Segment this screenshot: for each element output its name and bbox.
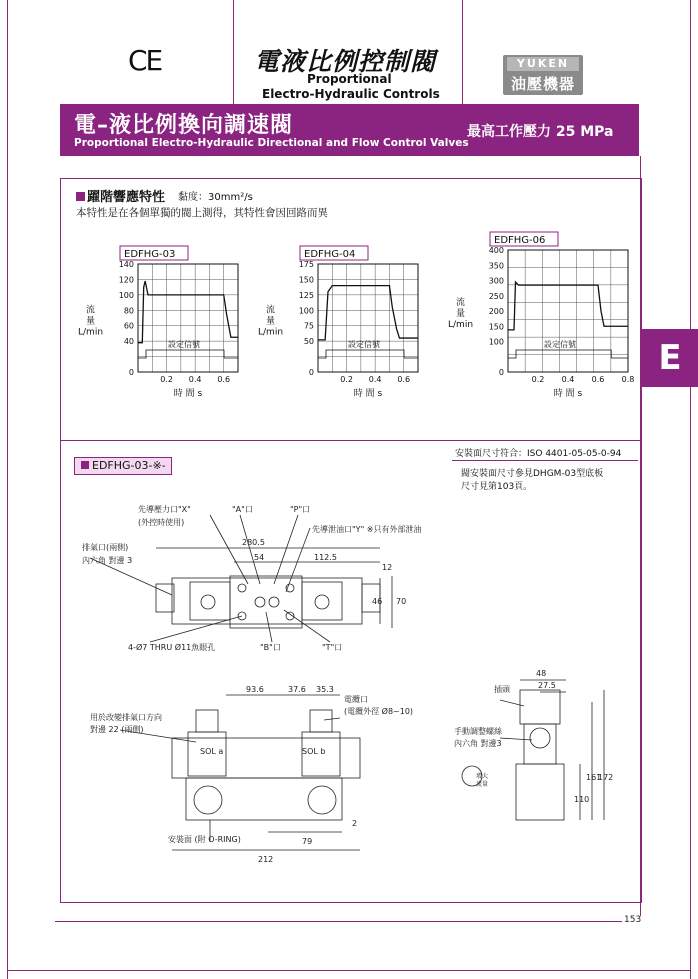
subplate-note-line-2: 尺寸見第103頁。 xyxy=(461,482,533,492)
y-tick-label: 150 xyxy=(488,322,504,332)
label-hex-socket-3: 內六角 對邊3 xyxy=(454,739,502,748)
frame-right-line xyxy=(690,0,691,979)
step-response-charts xyxy=(60,230,640,415)
subplate-note-line-1: 閥安裝面尺寸參見DHGM-03型底板 xyxy=(461,469,604,479)
header-title-en-2: Electro-Hydraulic Controls xyxy=(262,87,440,101)
y-tick-label: 40 xyxy=(123,337,134,347)
side-view-screw xyxy=(530,728,550,748)
port-b-circle xyxy=(269,597,279,607)
label-sol-b: SOL b xyxy=(302,747,326,756)
leader-port-t xyxy=(284,610,330,642)
front-view-plug-a xyxy=(196,710,218,732)
header-divider-right xyxy=(462,0,463,104)
frame-bottom-line xyxy=(7,970,691,971)
x-tick-label: 0.8 xyxy=(621,375,635,384)
banner-pressure: 最高工作壓力 25 MPa xyxy=(467,124,614,140)
top-view-coil-a xyxy=(190,582,230,620)
y-axis-label-cn-2: 量 xyxy=(456,308,466,319)
front-view-plug-b xyxy=(310,710,332,732)
label-increase-2: 流量 xyxy=(476,781,489,788)
leader-pilot-port xyxy=(210,515,248,584)
label-dim-112: 112.5 xyxy=(314,553,337,562)
leader-port-b xyxy=(266,612,272,642)
banner-title-en: Proportional Electro-Hydraulic Directional and Flow Control Valves xyxy=(74,137,469,149)
y-tick-label: 150 xyxy=(298,275,314,285)
label-port-t: "T"口 xyxy=(322,643,343,652)
section-divider xyxy=(60,440,642,441)
setpoint-signal-line xyxy=(508,350,628,358)
y-tick-label: 80 xyxy=(123,306,134,316)
step-response-title-text: 躍階響應特性 xyxy=(87,190,166,205)
y-axis-label-cn-1: 流 xyxy=(266,305,276,316)
viscosity-note: 黏度：30mm²/s xyxy=(178,192,253,203)
model-box xyxy=(74,457,172,475)
y-axis-label-cn-1: 流 xyxy=(456,297,466,308)
y-axis-unit: L/min xyxy=(78,327,104,338)
chart-title: EDFHG-06 xyxy=(494,235,546,246)
chart-frame xyxy=(508,250,628,372)
front-view-adjust-a xyxy=(194,786,222,814)
label-dim-37: 37.6 xyxy=(288,685,306,694)
y-tick-label: 120 xyxy=(118,275,134,285)
y-tick-label: 100 xyxy=(488,337,504,347)
label-dim-280: 280.5 xyxy=(242,538,265,547)
chart-frame xyxy=(318,264,418,372)
y-axis-unit: L/min xyxy=(258,327,284,338)
logo-bottom-text: 油壓機器 xyxy=(510,75,575,93)
y-tick-label: 0 xyxy=(308,368,314,377)
header-divider-left xyxy=(233,0,234,104)
setpoint-label: 設定信號 xyxy=(168,340,200,349)
setpoint-label: 設定信號 xyxy=(544,340,576,349)
label-dim-46: 46 xyxy=(372,597,383,606)
page-footer-line xyxy=(55,921,622,922)
label-dim-2: 2 xyxy=(352,819,358,828)
label-bleed-wrench-1: 用於改變排氣口方向 xyxy=(90,713,162,722)
chart-title: EDFHG-03 xyxy=(124,249,176,260)
label-manual-screw: 手動調整螺絲 xyxy=(454,727,502,736)
x-tick-label: 0.4 xyxy=(561,375,575,384)
top-view-coil-b xyxy=(302,582,342,620)
y-tick-label: 0 xyxy=(498,368,504,377)
dimension-drawing xyxy=(60,480,640,900)
label-dim-35: 35.3 xyxy=(316,685,334,694)
y-tick-label: 400 xyxy=(488,246,504,255)
mount-hole-1 xyxy=(238,584,246,592)
leader-manual-screw xyxy=(500,738,532,740)
standard-underline xyxy=(452,460,638,461)
ce-mark: CE xyxy=(128,44,162,77)
y-axis-label-cn-2: 量 xyxy=(266,316,276,327)
label-dim-172: 172 xyxy=(598,773,614,782)
x-tick-label: 0.6 xyxy=(217,375,231,384)
y-tick-label: 300 xyxy=(488,276,504,286)
leader-port-a xyxy=(240,515,260,584)
response-line xyxy=(318,286,418,340)
x-tick-label: 0.6 xyxy=(397,375,411,384)
setpoint-label: 設定信號 xyxy=(348,340,380,349)
top-view-solenoid-a-cap xyxy=(156,584,174,612)
label-dim-12: 12 xyxy=(382,563,393,572)
x-axis-label: 時 間 s xyxy=(553,389,583,399)
label-cable-port: 電纜口 xyxy=(344,695,368,704)
top-view-connector-b xyxy=(315,595,329,609)
x-tick-label: 0.4 xyxy=(368,375,382,384)
label-increase-1: 增大 xyxy=(476,773,489,780)
leader-drain xyxy=(286,528,310,592)
x-tick-label: 0.2 xyxy=(160,375,173,384)
label-hex-socket: 內六角 對邊 3 xyxy=(82,556,133,565)
label-sol-a: SOL a xyxy=(200,747,224,756)
label-dim-93: 93.6 xyxy=(246,685,264,694)
label-pilot-port-sub: (外控時使用) xyxy=(138,518,185,527)
square-bullet-icon xyxy=(76,192,85,201)
y-tick-label: 175 xyxy=(298,260,314,269)
top-view-connector-a xyxy=(201,595,215,609)
y-tick-label: 250 xyxy=(488,291,504,301)
x-axis-label: 時 間 s xyxy=(353,389,383,399)
label-dim-54: 54 xyxy=(254,553,265,562)
side-view-coil xyxy=(524,724,556,764)
characteristics-note: 本特性是在各個單獨的閥上測得，其特性會因回路而異 xyxy=(76,207,328,219)
label-cable-dia: (電纜外徑 Ø8~10) xyxy=(344,707,414,716)
x-tick-label: 0.6 xyxy=(591,375,605,384)
label-pilot-port: 先導壓力口"X" xyxy=(138,505,191,514)
y-tick-label: 100 xyxy=(118,290,134,300)
iso-standard-note: 安裝面尺寸符合：ISO 4401-05-05-0-94 xyxy=(455,449,622,459)
x-axis-label: 時 間 s xyxy=(173,389,203,399)
label-dim-48: 48 xyxy=(536,669,547,678)
label-port-b: "B"口 xyxy=(260,643,281,652)
logo-top-text: YUKEN xyxy=(507,57,579,71)
y-tick-label: 350 xyxy=(488,261,504,271)
side-view-plug xyxy=(520,690,560,724)
page-number: 153 xyxy=(624,915,642,925)
header-title-cn: 電液比例控制閥 xyxy=(254,47,437,76)
step-response-title xyxy=(76,186,165,205)
label-dim-161: 161 xyxy=(586,773,602,782)
y-tick-label: 75 xyxy=(303,321,314,331)
response-line xyxy=(138,281,238,343)
y-tick-label: 140 xyxy=(118,260,134,269)
label-dim-79: 79 xyxy=(302,837,313,846)
side-view-base xyxy=(516,764,564,820)
header-title-en-1: Proportional xyxy=(307,72,392,86)
response-line xyxy=(508,282,628,330)
model-label: EDFHG-03-※- xyxy=(92,459,166,472)
chart-frame xyxy=(138,264,238,372)
label-bleed-wrench-2: 對邊 22 (兩側) xyxy=(90,725,144,734)
y-tick-label: 200 xyxy=(488,307,504,316)
y-axis-label-cn-1: 流 xyxy=(86,305,96,316)
label-plug: 插頭 xyxy=(494,685,510,694)
label-dim-70: 70 xyxy=(396,597,407,606)
front-view-adjust-b xyxy=(308,786,336,814)
label-dim-27: 27.5 xyxy=(538,681,556,690)
label-air-bleed: 排氣口(兩側) xyxy=(82,543,129,552)
label-dim-110: 110 xyxy=(574,795,590,804)
label-port-a: "A"口 xyxy=(232,505,253,514)
chart-title: EDFHG-04 xyxy=(304,249,356,260)
y-tick-label: 60 xyxy=(123,321,134,331)
label-dim-212: 212 xyxy=(258,855,274,864)
leader-port-p xyxy=(274,515,298,584)
label-drain-port: 先導泄油口"Y" ※只有外部泄油 xyxy=(312,525,422,534)
x-tick-label: 0.4 xyxy=(188,375,202,384)
label-port-p: "P"口 xyxy=(290,505,311,514)
label-mount-face: 安裝面 (附 O-RING) xyxy=(168,835,241,844)
y-tick-label: 0 xyxy=(128,368,134,377)
front-view-body xyxy=(172,738,360,778)
y-tick-label: 125 xyxy=(298,290,314,300)
frame-left-line xyxy=(7,0,8,979)
yuken-logo xyxy=(503,55,583,95)
banner-title-cn: 電–液比例換向調速閥 xyxy=(74,113,294,138)
y-tick-label: 50 xyxy=(303,337,314,347)
square-bullet-icon xyxy=(81,461,89,469)
y-tick-label: 100 xyxy=(298,306,314,316)
label-holes: 4-Ø7 THRU Ø11魚眼孔 xyxy=(128,643,216,652)
leader-plug xyxy=(500,700,524,706)
port-a-circle xyxy=(255,597,265,607)
x-tick-label: 0.2 xyxy=(531,375,545,384)
y-axis-label-cn-2: 量 xyxy=(86,316,96,327)
x-tick-label: 0.2 xyxy=(340,375,353,384)
y-axis-unit: L/min xyxy=(448,319,474,330)
section-tab-e: E xyxy=(642,329,698,387)
